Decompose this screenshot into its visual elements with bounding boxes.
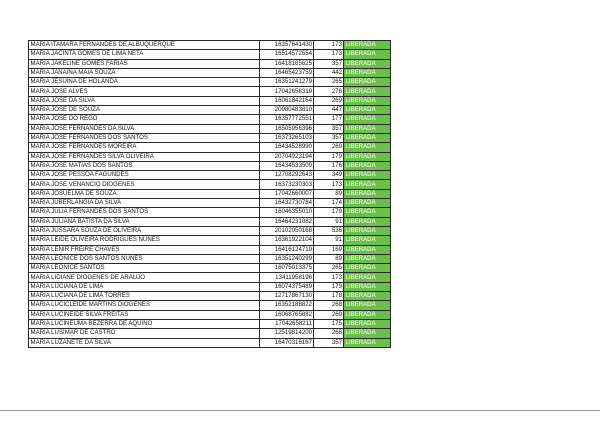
status-cell: LIBERADA bbox=[344, 226, 391, 235]
table-row bbox=[29, 171, 391, 180]
beneficiary-name-cell: MARIA JANAINA MAIA SOUZA bbox=[29, 68, 260, 77]
beneficiary-name-cell: MARIA LEONICE DOS SANTOS NUNES bbox=[29, 254, 260, 263]
status-cell: LIBERADA bbox=[344, 180, 391, 189]
beneficiary-name-cell: MARIA ITAMARA FERNANDES DE ALBUQUERQUE bbox=[29, 41, 260, 50]
value-cell: 173 bbox=[314, 180, 344, 189]
document-number-cell: 16434528990 bbox=[260, 143, 314, 152]
status-cell: LIBERADA bbox=[344, 319, 391, 328]
status-cell: LIBERADA bbox=[344, 338, 391, 347]
beneficiary-name-cell: MARIA LEIDE OLIVEIRA RODRIGUES NUNES bbox=[29, 236, 260, 245]
table-row bbox=[29, 41, 391, 50]
beneficiary-name-cell: MARIA JOSE DA SILVA bbox=[29, 96, 260, 105]
table-row bbox=[29, 96, 391, 105]
table-row bbox=[29, 68, 391, 77]
table-row bbox=[29, 254, 391, 263]
document-number-cell: 17042658211 bbox=[260, 319, 314, 328]
table-row bbox=[29, 217, 391, 226]
status-cell: LIBERADA bbox=[344, 41, 391, 50]
document-number-cell: 12519814200 bbox=[260, 329, 314, 338]
beneficiary-name-cell: MARIA JOSE VENANCIO DIOGENES bbox=[29, 180, 260, 189]
value-cell: 268 bbox=[314, 301, 344, 310]
document-number-cell: 16373265103 bbox=[260, 133, 314, 142]
status-cell: LIBERADA bbox=[344, 68, 391, 77]
value-cell: 91 bbox=[314, 236, 344, 245]
status-cell: LIBERADA bbox=[344, 273, 391, 282]
table-row bbox=[29, 245, 391, 254]
document-number-cell: 12717867130 bbox=[260, 292, 314, 301]
document-number-cell: 17042658319 bbox=[260, 87, 314, 96]
table-row bbox=[29, 152, 391, 161]
value-cell: 265 bbox=[314, 78, 344, 87]
status-cell: LIBERADA bbox=[344, 115, 391, 124]
status-cell: LIBERADA bbox=[344, 161, 391, 170]
spreadsheet-body bbox=[29, 41, 391, 348]
document-number-cell: 16074375489 bbox=[260, 282, 314, 291]
document-number-cell: 16357772551 bbox=[260, 115, 314, 124]
value-cell: 176 bbox=[314, 161, 344, 170]
table-row bbox=[29, 264, 391, 273]
table-row bbox=[29, 50, 391, 59]
value-cell: 173 bbox=[314, 273, 344, 282]
document-number-cell: 12708292643 bbox=[260, 171, 314, 180]
table-row bbox=[29, 78, 391, 87]
status-cell: LIBERADA bbox=[344, 310, 391, 319]
value-cell: 269 bbox=[314, 143, 344, 152]
beneficiary-name-cell: MARIA LENIR FREIRE CHAVES bbox=[29, 245, 260, 254]
document-number-cell: 16432730784 bbox=[260, 199, 314, 208]
table-row bbox=[29, 301, 391, 310]
value-cell: 179 bbox=[314, 208, 344, 217]
beneficiary-name-cell: MARIA LUCIANA DE LIMA bbox=[29, 282, 260, 291]
table-row bbox=[29, 338, 391, 347]
value-cell: 173 bbox=[314, 50, 344, 59]
beneficiary-name-cell: MARIA JUSSARA SOUZA DE OLIVEIRA bbox=[29, 226, 260, 235]
beneficiary-name-cell: MARIA JOSE FERNANDES SILVA OLIVEIRA bbox=[29, 152, 260, 161]
page-bottom-rule bbox=[0, 410, 600, 411]
table-row bbox=[29, 143, 391, 152]
document-number-cell: 16361922104 bbox=[260, 236, 314, 245]
value-cell: 357 bbox=[314, 338, 344, 347]
value-cell: 169 bbox=[314, 245, 344, 254]
value-cell: 269 bbox=[314, 310, 344, 319]
document-number-cell: 20102050168 bbox=[260, 226, 314, 235]
status-cell: LIBERADA bbox=[344, 78, 391, 87]
document-number-cell: 16352188822 bbox=[260, 301, 314, 310]
status-cell: LIBERADA bbox=[344, 282, 391, 291]
beneficiary-name-cell: MARIA JUBERLANGIA DA SILVA bbox=[29, 199, 260, 208]
beneficiary-name-cell: MARIA LIDIANE DIOGENES DE ARAUJO bbox=[29, 273, 260, 282]
table-row bbox=[29, 199, 391, 208]
status-cell: LIBERADA bbox=[344, 245, 391, 254]
beneficiary-name-cell: MARIA LUCIANA DE LIMA TORRES bbox=[29, 292, 260, 301]
document-number-cell: 16470316167 bbox=[260, 338, 314, 347]
status-cell: LIBERADA bbox=[344, 236, 391, 245]
document-number-cell: 20704923194 bbox=[260, 152, 314, 161]
status-cell: LIBERADA bbox=[344, 87, 391, 96]
beneficiary-name-cell: MARIA JOSE DE SOUZA bbox=[29, 106, 260, 115]
table-row bbox=[29, 180, 391, 189]
document-number-cell: 16357641430 bbox=[260, 41, 314, 50]
value-cell: 174 bbox=[314, 199, 344, 208]
status-cell: LIBERADA bbox=[344, 199, 391, 208]
status-cell: LIBERADA bbox=[344, 59, 391, 68]
beneficiary-name-cell: MARIA LUCICLEIDE MARTINS DIOGENES bbox=[29, 301, 260, 310]
value-cell: 349 bbox=[314, 171, 344, 180]
beneficiary-name-cell: MARIA LEONICE SANTOS bbox=[29, 264, 260, 273]
beneficiary-name-cell: MARIA JOSE FERNANDES DA SILVA bbox=[29, 124, 260, 133]
document-number-cell: 16464231082 bbox=[260, 217, 314, 226]
table-row bbox=[29, 133, 391, 142]
value-cell: 173 bbox=[314, 41, 344, 50]
beneficiary-name-cell: MARIA JOSE FERNANDES DOS SANTOS bbox=[29, 133, 260, 142]
document-number-cell: 16418165625 bbox=[260, 59, 314, 68]
status-cell: LIBERADA bbox=[344, 152, 391, 161]
status-cell: LIBERADA bbox=[344, 143, 391, 152]
status-cell: LIBERADA bbox=[344, 171, 391, 180]
spreadsheet-table bbox=[28, 40, 391, 348]
value-cell: 91 bbox=[314, 217, 344, 226]
beneficiary-name-cell: MARIA JULIANA BATISTA DA SILVA bbox=[29, 217, 260, 226]
document-number-cell: 16075013375 bbox=[260, 264, 314, 273]
document-number-cell: 16046355010 bbox=[260, 208, 314, 217]
table-row bbox=[29, 292, 391, 301]
table-row bbox=[29, 329, 391, 338]
status-cell: LIBERADA bbox=[344, 133, 391, 142]
status-cell: LIBERADA bbox=[344, 254, 391, 263]
value-cell: 178 bbox=[314, 292, 344, 301]
value-cell: 269 bbox=[314, 96, 344, 105]
status-cell: LIBERADA bbox=[344, 189, 391, 198]
table-row bbox=[29, 282, 391, 291]
document-number-cell: 16416124719 bbox=[260, 245, 314, 254]
status-cell: LIBERADA bbox=[344, 217, 391, 226]
document-number-cell: 16351241279 bbox=[260, 78, 314, 87]
table-row bbox=[29, 208, 391, 217]
value-cell: 268 bbox=[314, 329, 344, 338]
value-cell: 357 bbox=[314, 124, 344, 133]
document-number-cell: 16465423759 bbox=[260, 68, 314, 77]
document-number-cell: 16068765882 bbox=[260, 310, 314, 319]
value-cell: 265 bbox=[314, 264, 344, 273]
document-number-cell: 16505956396 bbox=[260, 124, 314, 133]
beneficiary-name-cell: MARIA LUCINEIDE SILVA FREITAS bbox=[29, 310, 260, 319]
table-row bbox=[29, 189, 391, 198]
table-row bbox=[29, 310, 391, 319]
table-row bbox=[29, 236, 391, 245]
beneficiary-name-cell: MARIA LUZANETE DA SILVA bbox=[29, 338, 260, 347]
document-number-cell: 16514572554 bbox=[260, 50, 314, 59]
table-row bbox=[29, 87, 391, 96]
beneficiary-name-cell: MARIA JOSE ALVES bbox=[29, 87, 260, 96]
document-number-cell: 20980483810 bbox=[260, 106, 314, 115]
status-cell: LIBERADA bbox=[344, 50, 391, 59]
document-number-cell: 16061842164 bbox=[260, 96, 314, 105]
status-cell: LIBERADA bbox=[344, 208, 391, 217]
beneficiary-name-cell: MARIA JULIA FERNANDES DOS SANTOS bbox=[29, 208, 260, 217]
value-cell: 536 bbox=[314, 226, 344, 235]
table-row bbox=[29, 124, 391, 133]
document-number-cell: 13411958196 bbox=[260, 273, 314, 282]
table-row bbox=[29, 106, 391, 115]
document-number-cell: 17042660007 bbox=[260, 189, 314, 198]
beneficiary-name-cell: MARIA JOSE PESSOA FAGUNDES bbox=[29, 171, 260, 180]
table-row bbox=[29, 59, 391, 68]
beneficiary-name-cell: MARIA LUCINEUMA BEZERRA DE AQUINO bbox=[29, 319, 260, 328]
document-number-cell: 16434533509 bbox=[260, 161, 314, 170]
beneficiary-name-cell: MARIA JESUINA DE HOLANDA bbox=[29, 78, 260, 87]
beneficiary-name-cell: MARIA JOSE FERNANDES MOREIRA bbox=[29, 143, 260, 152]
table-row bbox=[29, 319, 391, 328]
beneficiary-name-cell: MARIA JOSE DO REGO bbox=[29, 115, 260, 124]
value-cell: 179 bbox=[314, 152, 344, 161]
beneficiary-name-cell: MARIA JAKELINE GOMES FARIAS bbox=[29, 59, 260, 68]
table-row bbox=[29, 161, 391, 170]
value-cell: 89 bbox=[314, 189, 344, 198]
status-cell: LIBERADA bbox=[344, 106, 391, 115]
beneficiary-name-cell: MARIA JOSUELMA DE SOUZA bbox=[29, 189, 260, 198]
table-row bbox=[29, 273, 391, 282]
value-cell: 177 bbox=[314, 115, 344, 124]
status-cell: LIBERADA bbox=[344, 124, 391, 133]
table-row bbox=[29, 226, 391, 235]
status-cell: LIBERADA bbox=[344, 301, 391, 310]
value-cell: 175 bbox=[314, 319, 344, 328]
table-row bbox=[29, 115, 391, 124]
value-cell: 357 bbox=[314, 59, 344, 68]
beneficiary-name-cell: MARIA JOSE MATIAS DOS SANTOS bbox=[29, 161, 260, 170]
value-cell: 447 bbox=[314, 106, 344, 115]
beneficiary-name-cell: MARIA LUSIMAR DE CASTRO bbox=[29, 329, 260, 338]
value-cell: 357 bbox=[314, 133, 344, 142]
status-cell: LIBERADA bbox=[344, 96, 391, 105]
beneficiary-name-cell: MARIA JACINTA GOMES DE LIMA NETA bbox=[29, 50, 260, 59]
document-number-cell: 16351240299 bbox=[260, 254, 314, 263]
value-cell: 179 bbox=[314, 282, 344, 291]
value-cell: 89 bbox=[314, 254, 344, 263]
status-cell: LIBERADA bbox=[344, 264, 391, 273]
value-cell: 442 bbox=[314, 68, 344, 77]
document-number-cell: 16373230303 bbox=[260, 180, 314, 189]
value-cell: 278 bbox=[314, 87, 344, 96]
status-cell: LIBERADA bbox=[344, 329, 391, 338]
status-cell: LIBERADA bbox=[344, 292, 391, 301]
